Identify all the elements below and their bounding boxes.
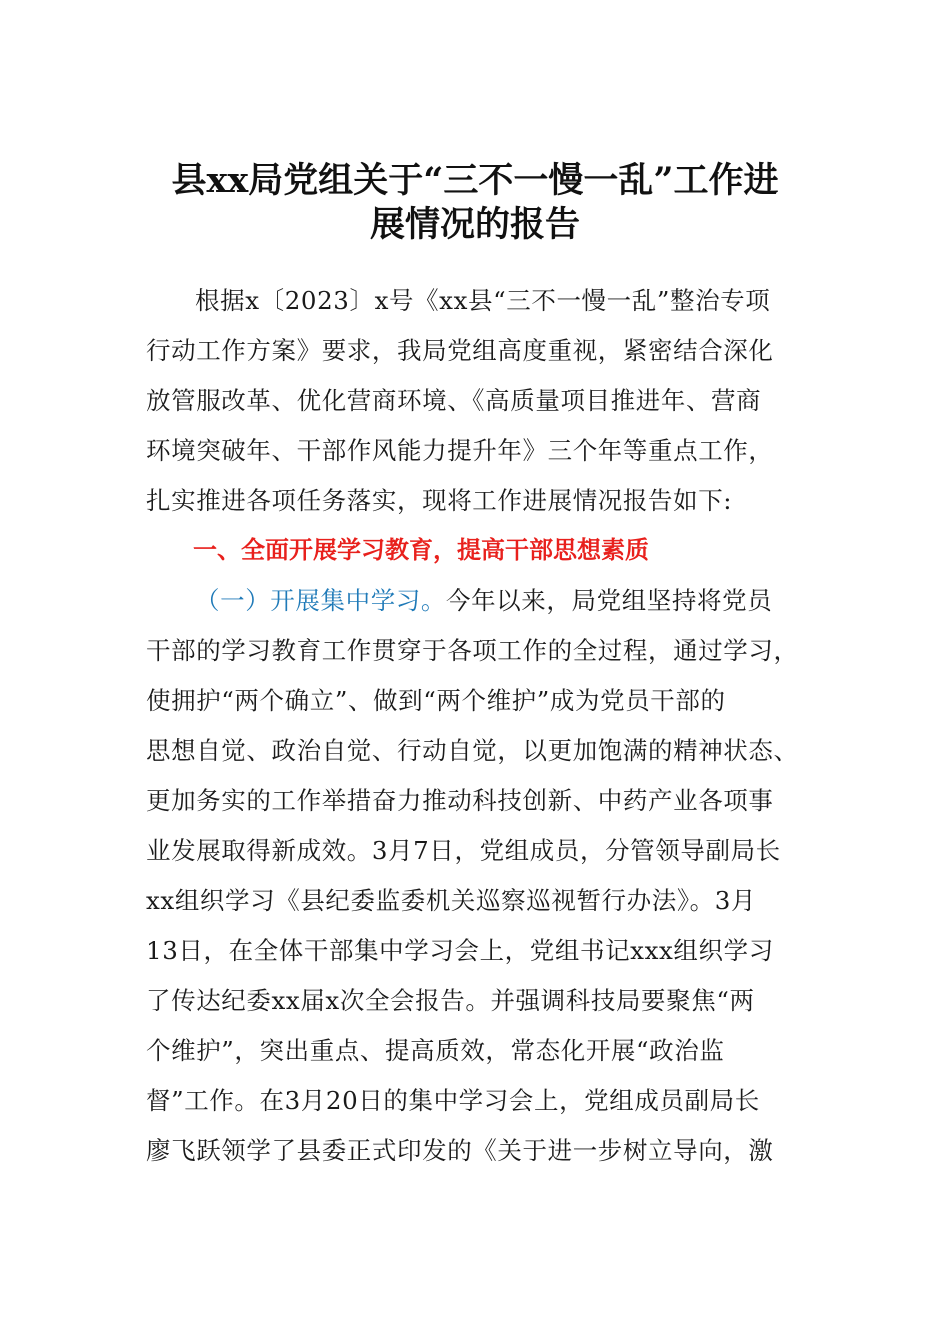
document-title-line-2: 展情况的报告 [369, 204, 580, 245]
body-line-3: 思想自觉、政治自觉、行动自觉，以更加饱满的精神状态、 [146, 736, 799, 765]
body-line-1: 干部的学习教育工作贯穿于各项工作的全过程，通过学习， [146, 636, 799, 665]
body-line-10: 督”工作。在3月20日的集中学习会上，党组成员副局长 [146, 1086, 760, 1115]
body-line-11: 廖飞跃领学了县委正式印发的《关于进一步树立导向，激 [146, 1136, 774, 1165]
body-line-2: 使拥护“两个确立”、做到“两个维护”成为党员干部的 [146, 686, 726, 715]
subsection-first-line-text: 今年以来，局党组坚持将党员 [446, 586, 773, 615]
body-line-9: 个维护”，突出重点、提高质效，常态化开展“政治监 [146, 1036, 725, 1065]
body-line-6: xx组织学习《县纪委监委机关巡察巡视暂行办法》。3月 [146, 886, 757, 915]
intro-line-1: 根据x〔2023〕x号《xx县“三不一慢一乱”整治专项 [195, 286, 771, 315]
body-line-7: 13日，在全体干部集中学习会上，党组书记xxx组织学习 [146, 936, 774, 965]
document-title-line-1: 县xx局党组关于“三不一慢一乱”工作进 [171, 160, 779, 201]
intro-line-4: 环境突破年、干部作风能力提升年》三个年等重点工作， [146, 436, 774, 465]
intro-line-5: 扎实推进各项任务落实，现将工作进展情况报告如下: [146, 486, 733, 515]
body-line-8: 了传达纪委xx届x次全会报告。并强调科技局要聚焦“两 [146, 986, 755, 1015]
subsection-heading: （一）开展集中学习。 [195, 586, 446, 615]
intro-line-2: 行动工作方案》要求，我局党组高度重视，紧密结合深化 [146, 336, 774, 365]
section-heading-1: 一、全面开展学习教育，提高干部思想素质 [193, 536, 649, 564]
body-line-4: 更加务实的工作举措奋力推动科技创新、中药产业各项事 [146, 786, 774, 815]
body-line-5: 业发展取得新成效。3月7日，党组成员，分管领导副局长 [146, 836, 781, 865]
intro-line-3: 放管服改革、优化营商环境、《高质量项目推进年、营商 [146, 386, 762, 415]
subsection-first-line [195, 586, 772, 616]
